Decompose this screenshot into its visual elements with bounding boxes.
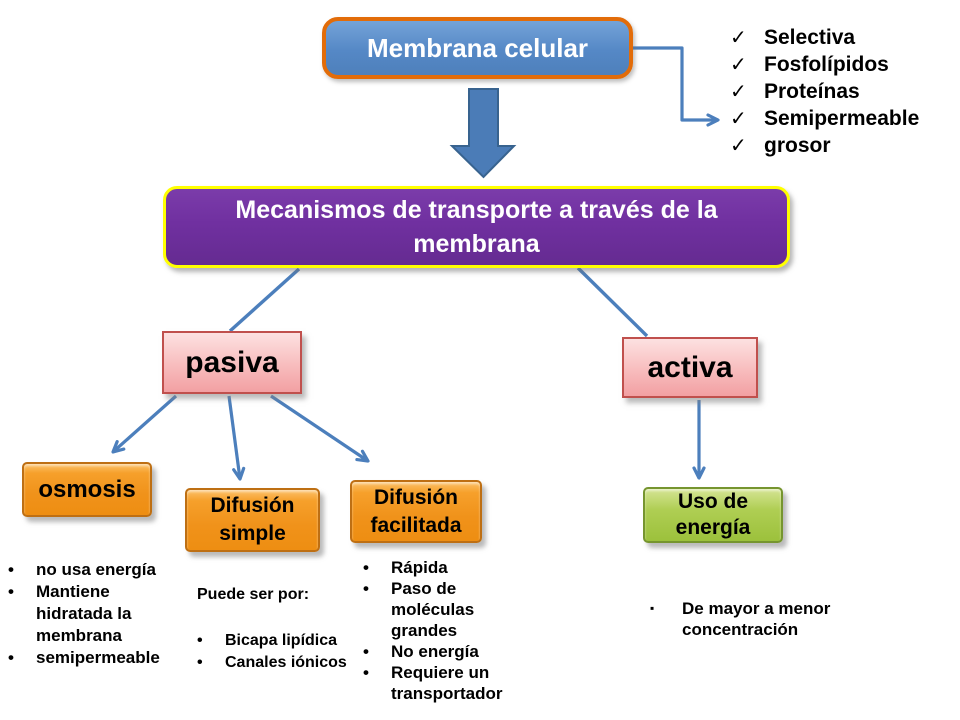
passive-to-simple-arrow-icon bbox=[229, 396, 240, 479]
list-item bbox=[730, 133, 919, 160]
active-label: activa bbox=[647, 350, 733, 384]
property-label: Proteínas bbox=[764, 80, 860, 103]
bullet-icon: • bbox=[8, 560, 14, 579]
check-icon: ✓ bbox=[730, 27, 747, 49]
energy-use-label: Uso de energía bbox=[675, 490, 751, 539]
list-item bbox=[363, 641, 535, 662]
note-text: Paso de moléculas grandes bbox=[391, 579, 475, 640]
bullet-icon: • bbox=[363, 642, 369, 661]
simple-diffusion-notes-list bbox=[197, 584, 357, 674]
bullet-icon: • bbox=[363, 579, 369, 598]
mechanisms-node bbox=[163, 186, 790, 268]
list-item bbox=[650, 598, 860, 640]
list-item bbox=[363, 578, 535, 641]
note-text: no usa energía bbox=[36, 560, 156, 579]
energy-use-notes-list bbox=[650, 598, 860, 640]
note-text: Requiere un transportador bbox=[391, 663, 503, 703]
active-node bbox=[622, 337, 758, 398]
mechanisms-title: Mecanismos de transporte a través de la membrana bbox=[235, 196, 718, 258]
passive-to-osmosis-arrow-icon bbox=[113, 396, 176, 452]
property-label: Selectiva bbox=[764, 26, 856, 49]
check-icon: ✓ bbox=[730, 108, 747, 130]
membrane-node bbox=[322, 17, 633, 79]
check-icon: ✓ bbox=[730, 135, 747, 157]
note-text: Mantiene hidratada la membrana bbox=[36, 582, 132, 645]
note-text: Rápida bbox=[391, 558, 448, 577]
simple-diffusion-notes-heading: Puede ser por: bbox=[197, 586, 310, 603]
facilitated-diffusion-label: Difusión facilitada bbox=[370, 485, 462, 537]
list-item bbox=[197, 652, 357, 674]
note-text: semipermeable bbox=[36, 648, 160, 667]
passive-node bbox=[162, 331, 302, 394]
property-label: Semipermeable bbox=[764, 107, 920, 130]
osmosis-node bbox=[22, 462, 152, 517]
list-item bbox=[363, 557, 535, 578]
note-text: No energía bbox=[391, 642, 479, 661]
simple-diffusion-label: Difusión simple bbox=[210, 494, 295, 545]
list-item bbox=[730, 79, 919, 106]
note-text: De mayor a menor concentración bbox=[682, 599, 831, 639]
check-icon: ✓ bbox=[730, 54, 747, 76]
property-label: grosor bbox=[764, 134, 831, 157]
list-item bbox=[8, 647, 186, 669]
osmosis-notes-list bbox=[8, 559, 186, 669]
passive-to-facilitated-arrow-icon bbox=[271, 396, 368, 461]
membrane-properties-list bbox=[730, 25, 919, 160]
list-item bbox=[197, 630, 357, 652]
osmosis-label: osmosis bbox=[38, 475, 136, 503]
facilitated-diffusion-node bbox=[350, 480, 482, 543]
list-item bbox=[730, 25, 919, 52]
note-text: Canales iónicos bbox=[225, 654, 347, 671]
list-item bbox=[730, 52, 919, 79]
facilitated-diffusion-notes-list bbox=[363, 557, 535, 704]
bullet-icon: • bbox=[8, 648, 14, 667]
bullet-icon: • bbox=[197, 632, 203, 649]
energy-use-node bbox=[643, 487, 783, 543]
list-item bbox=[730, 106, 919, 133]
passive-label: pasiva bbox=[185, 345, 279, 379]
list-item bbox=[363, 662, 535, 704]
note-text: Bicapa lipídica bbox=[225, 632, 338, 649]
membrane-title: Membrana celular bbox=[366, 32, 589, 63]
membrane-to-properties-connector-icon bbox=[633, 48, 718, 120]
bullet-icon: • bbox=[363, 558, 369, 577]
bullet-icon: • bbox=[8, 582, 14, 601]
check-icon: ✓ bbox=[730, 81, 747, 103]
bullet-icon: • bbox=[363, 663, 369, 682]
membrane-to-mechanisms-block-arrow-icon bbox=[452, 89, 514, 177]
list-item bbox=[8, 581, 186, 647]
square-bullet-icon: ▪ bbox=[650, 601, 655, 615]
bullet-icon: • bbox=[197, 654, 203, 671]
mechanisms-to-active-line-icon bbox=[578, 268, 647, 336]
property-label: Fosfolípidos bbox=[764, 53, 889, 76]
simple-diffusion-node bbox=[185, 488, 320, 552]
mechanisms-to-passive-line-icon bbox=[230, 269, 299, 331]
list-item bbox=[8, 559, 186, 581]
